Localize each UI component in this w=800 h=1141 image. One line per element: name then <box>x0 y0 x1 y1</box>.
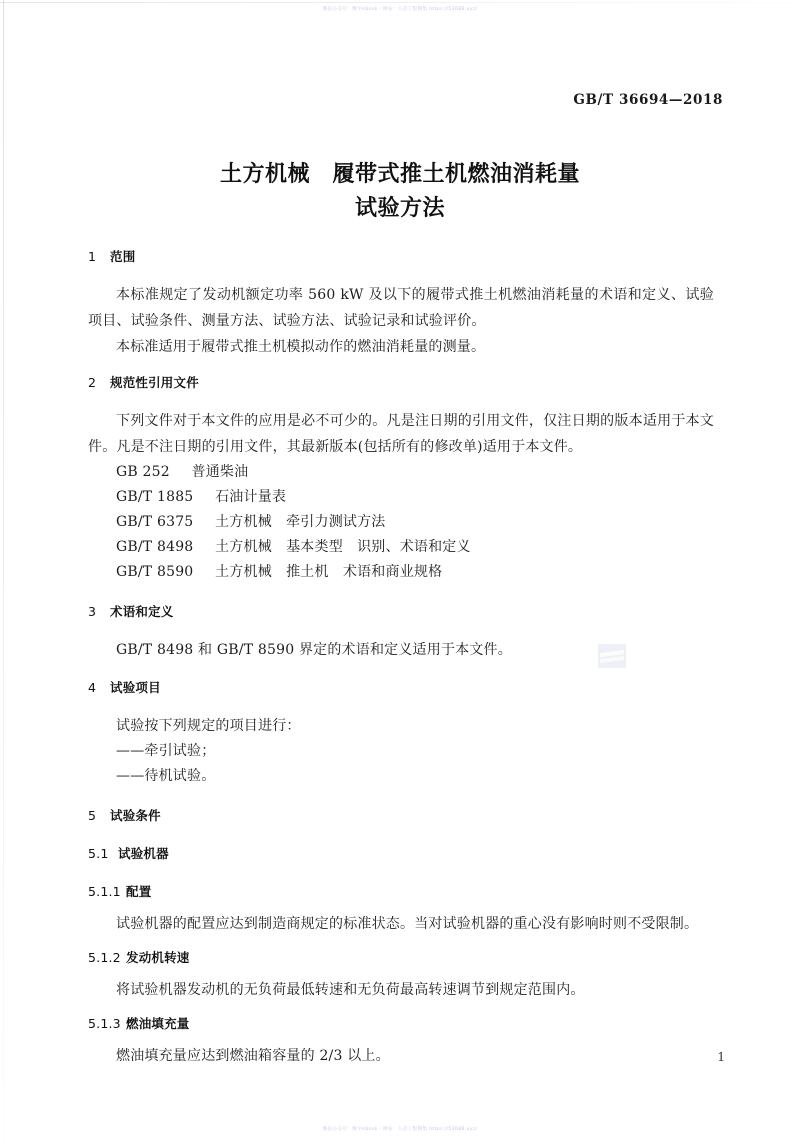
test-item-list <box>88 739 714 789</box>
section-title-2: 规范性引用文件 <box>110 375 199 390</box>
list-item <box>116 485 714 510</box>
section-5-1-1-paragraph-1: 试验机器的配置应达到制造商规定的标准状态。当对试验机器的重心没有影响时则不受限制。 <box>116 916 699 932</box>
section-title-5-1-3: 燃油填充量 <box>126 1016 190 1031</box>
watermark-top: 微信公众号：数字ebook｜网站：人迈工程图集 https://52688.xyz/ <box>322 7 478 12</box>
reference-code: GB/T 6375 <box>116 514 194 530</box>
page-title <box>0 158 800 226</box>
section-heading-2 <box>88 374 714 392</box>
section-title-1: 范围 <box>110 249 136 264</box>
list-item: ——待机试验。 <box>116 768 216 784</box>
page-title-line-1: 土方机械 履带式推土机燃油消耗量 <box>219 162 580 187</box>
page-number: 1 <box>717 1050 725 1064</box>
section-heading-5-1 <box>88 845 714 863</box>
section-title-5: 试验条件 <box>110 808 161 823</box>
section-heading-5-1-2 <box>88 949 714 967</box>
list-item <box>116 460 714 485</box>
reference-code: GB/T 1885 <box>116 489 194 505</box>
page-edge-top <box>0 2 800 3</box>
section-heading-4 <box>88 679 714 697</box>
list-item <box>116 560 714 585</box>
section-title-5-1: 试验机器 <box>118 846 169 861</box>
normative-reference-list <box>88 460 714 585</box>
section-title-3: 术语和定义 <box>110 604 174 619</box>
section-1-paragraph-1: 本标准规定了发动机额定功率 560 kW 及以下的履带式推土机燃油消耗量的术语和定义、试验项目、试验条件、测量方法、试验方法、试验记录和试验评价。 <box>88 287 714 329</box>
reference-code: GB/T 8498 <box>116 539 194 555</box>
list-item <box>116 510 714 535</box>
standard-number-header: GB/T 36694—2018 <box>573 92 723 108</box>
section-5-1-2-paragraph-1: 将试验机器发动机的无负荷最低转速和无负荷最高转速调节到规定范围内。 <box>116 982 585 998</box>
watermark-bottom: 微信公众号：数字ebook｜网站：人迈工程图集 https://52688.xyz/ <box>322 1127 478 1132</box>
section-5-1-3-paragraph-1: 燃油填充量应达到燃油箱容量的 2/3 以上。 <box>116 1048 390 1064</box>
section-heading-3 <box>88 603 714 621</box>
reference-code: GB/T 8590 <box>116 564 194 580</box>
section-title-5-1-2: 发动机转速 <box>126 950 190 965</box>
reference-title: 普通柴油 <box>191 464 249 480</box>
reference-title: 石油计量表 <box>215 489 287 505</box>
list-item <box>116 535 714 560</box>
section-heading-5-1-1 <box>88 883 714 901</box>
list-item: ——牵引试验； <box>116 743 216 759</box>
section-number-5-1: 5.1 <box>88 846 109 861</box>
section-number-1: 1 <box>88 249 97 264</box>
section-number-2: 2 <box>88 375 97 390</box>
section-number-5-1-1: 5.1.1 <box>88 884 121 899</box>
section-number-5-1-2: 5.1.2 <box>88 950 121 965</box>
section-heading-5-1-3 <box>88 1015 714 1033</box>
reference-code: GB 252 <box>116 464 170 480</box>
section-number-3: 3 <box>88 604 97 619</box>
section-number-4: 4 <box>88 680 97 695</box>
reference-title: 土方机械 基本类型 识别、术语和定义 <box>215 539 471 555</box>
section-2-paragraph-1: 下列文件对于本文件的应用是必不可少的。凡是注日期的引用文件，仅注日期的版本适用于本文件。凡是不注日期的引用文件，其最新版本(包括所有的修改单)适用于本文件。 <box>88 413 714 455</box>
section-number-5: 5 <box>88 808 97 823</box>
section-1-paragraph-2: 本标准适用于履带式推土机模拟动作的燃油消耗量的测量。 <box>116 339 486 355</box>
document-body <box>88 248 714 1069</box>
section-4-paragraph-1: 试验按下列规定的项目进行： <box>116 718 301 734</box>
reference-title: 土方机械 推土机 术语和商业规格 <box>215 564 443 580</box>
section-title-4: 试验项目 <box>110 680 161 695</box>
section-number-5-1-3: 5.1.3 <box>88 1016 121 1031</box>
page-title-line-2: 试验方法 <box>354 196 445 221</box>
section-title-5-1-1: 配置 <box>126 884 152 899</box>
section-heading-5 <box>88 807 714 825</box>
section-heading-1 <box>88 248 714 266</box>
reference-title: 土方机械 牵引力测试方法 <box>215 514 386 530</box>
section-3-paragraph-1: GB/T 8498 和 GB/T 8590 界定的术语和定义适用于本文件。 <box>116 642 512 658</box>
